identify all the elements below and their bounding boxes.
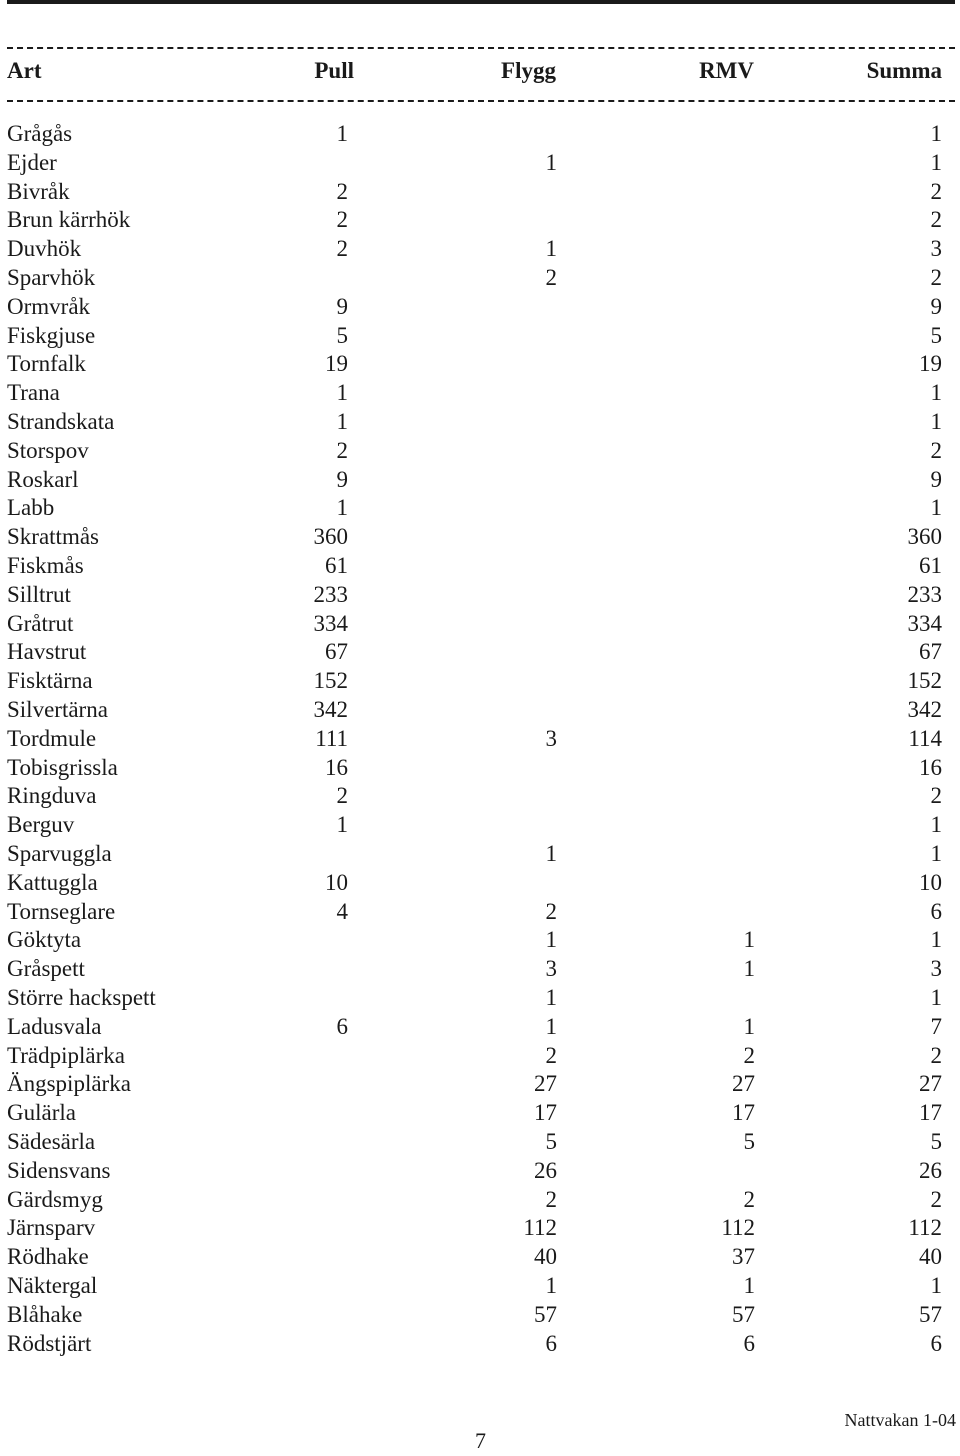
cell-flygg: 1 [545, 1273, 557, 1298]
cell-flygg: 6 [545, 1330, 557, 1356]
cell-summa: 40 [919, 1244, 942, 1270]
table-row [0, 293, 960, 322]
cell-pull: 2 [336, 178, 348, 204]
cell-rmv: 17 [732, 1100, 755, 1126]
cell-flygg: 27 [534, 1071, 557, 1097]
cell-pull: 9 [336, 293, 348, 319]
cell-art: Roskarl [7, 466, 79, 492]
cell-summa: 2 [930, 1186, 942, 1212]
cell-summa: 342 [907, 697, 942, 722]
cell-pull: 9 [336, 466, 348, 492]
cell-art: Rödstjärt [7, 1330, 92, 1356]
cell-art: Storspov [7, 437, 89, 463]
cell-summa: 16 [919, 754, 942, 780]
cell-art: Tobisgrissla [7, 754, 118, 780]
cell-flygg: 1 [545, 1013, 557, 1039]
table-row [0, 437, 960, 466]
cell-flygg: 1 [545, 841, 557, 866]
cell-flygg: 40 [534, 1244, 557, 1270]
top-rule [7, 0, 955, 4]
cell-summa: 1 [930, 927, 942, 953]
cell-summa: 1 [930, 841, 942, 866]
cell-summa: 233 [907, 581, 942, 607]
cell-art: Fisktärna [7, 668, 93, 694]
table-row [0, 667, 960, 696]
cell-art: Silltrut [7, 581, 71, 607]
header-bottom-dashed-rule [7, 100, 955, 102]
cell-pull: 342 [313, 697, 348, 722]
table-row [0, 235, 960, 264]
table-row [0, 926, 960, 955]
table-row [0, 264, 960, 293]
cell-summa: 112 [908, 1215, 942, 1241]
cell-summa: 2 [930, 783, 942, 809]
table-row [0, 1013, 960, 1042]
cell-pull: 233 [313, 581, 348, 607]
cell-pull: 6 [336, 1013, 348, 1039]
cell-flygg: 17 [534, 1100, 557, 1126]
table-row [0, 898, 960, 927]
table-row [0, 840, 960, 869]
table-header [0, 58, 960, 94]
table-row [0, 811, 960, 840]
cell-art: Silvertärna [7, 697, 108, 722]
cell-flygg: 2 [545, 265, 557, 290]
cell-flygg: 1 [545, 236, 557, 262]
cell-flygg: 1 [545, 927, 557, 953]
cell-summa: 7 [930, 1013, 942, 1039]
cell-rmv: 1 [743, 956, 755, 982]
cell-summa: 67 [919, 639, 942, 665]
cell-pull: 1 [336, 495, 348, 521]
cell-summa: 2 [930, 178, 942, 204]
cell-art: Labb [7, 495, 55, 521]
table-row [0, 408, 960, 437]
table-row [0, 466, 960, 495]
cell-art: Tornseglare [7, 898, 116, 924]
table-row [0, 206, 960, 235]
table-row [0, 552, 960, 581]
cell-flygg: 1 [545, 149, 557, 175]
table-row [0, 1243, 960, 1272]
table-row [0, 379, 960, 408]
cell-art: Sparvhök [7, 265, 96, 290]
cell-pull: 2 [336, 437, 348, 463]
cell-art: Ormvråk [7, 293, 91, 319]
cell-flygg: 57 [534, 1301, 557, 1327]
cell-art: Sädesärla [7, 1129, 96, 1154]
header-art: Art [7, 58, 42, 83]
cell-summa: 6 [930, 898, 942, 924]
cell-rmv: 6 [743, 1330, 755, 1356]
cell-art: Näktergal [7, 1273, 98, 1298]
cell-flygg: 3 [545, 956, 557, 982]
table-row [0, 610, 960, 639]
cell-pull: 67 [325, 639, 348, 665]
cell-flygg: 2 [545, 898, 557, 924]
table-row [0, 1214, 960, 1243]
cell-art: Ängspiplärka [7, 1071, 131, 1097]
table-row [0, 984, 960, 1013]
cell-art: Berguv [7, 812, 75, 838]
cell-summa: 2 [930, 437, 942, 463]
cell-rmv: 57 [732, 1301, 755, 1327]
table-row [0, 149, 960, 178]
cell-pull: 61 [325, 553, 348, 578]
cell-art: Tornfalk [7, 351, 86, 377]
header-top-dashed-rule [7, 47, 955, 49]
cell-summa: 19 [919, 351, 942, 377]
cell-flygg: 5 [545, 1129, 557, 1154]
cell-summa: 2 [930, 1042, 942, 1068]
cell-summa: 3 [930, 236, 942, 262]
cell-art: Strandskata [7, 409, 115, 434]
table-row [0, 178, 960, 207]
table-row [0, 869, 960, 898]
cell-art: Gulärla [7, 1100, 76, 1126]
cell-pull: 16 [325, 754, 348, 780]
publication-title: Nattvakan 1-04 [844, 1410, 956, 1430]
cell-summa: 5 [930, 1129, 942, 1154]
table-row [0, 1128, 960, 1157]
header-rmv: RMV [699, 58, 754, 83]
cell-art: Trädpiplärka [7, 1042, 125, 1068]
table-row [0, 494, 960, 523]
cell-art: Tordmule [7, 725, 97, 751]
cell-pull: 4 [336, 898, 348, 924]
cell-summa: 1 [930, 985, 942, 1010]
cell-flygg: 26 [534, 1157, 557, 1183]
header-pull: Pull [314, 58, 354, 83]
cell-summa: 9 [930, 293, 942, 319]
cell-art: Rödhake [7, 1244, 89, 1270]
cell-art: Fiskmås [7, 553, 84, 578]
cell-summa: 2 [930, 265, 942, 290]
cell-pull: 152 [313, 668, 348, 694]
table-row [0, 1301, 960, 1330]
cell-summa: 1 [930, 149, 942, 175]
cell-rmv: 2 [743, 1042, 755, 1068]
cell-summa: 10 [919, 869, 942, 895]
cell-art: Gråspett [7, 956, 85, 982]
cell-rmv: 1 [743, 1273, 755, 1298]
table-row [0, 1157, 960, 1186]
table-row [0, 350, 960, 379]
cell-summa: 27 [919, 1071, 942, 1097]
cell-pull: 334 [313, 610, 348, 636]
cell-summa: 1 [930, 495, 942, 521]
table-row [0, 120, 960, 149]
cell-rmv: 37 [732, 1244, 755, 1270]
cell-summa: 1 [930, 1273, 942, 1298]
header-summa: Summa [866, 58, 942, 83]
table-row [0, 1186, 960, 1215]
cell-pull: 1 [336, 409, 348, 434]
table-row [0, 581, 960, 610]
cell-art: Ejder [7, 149, 57, 175]
cell-art: Trana [7, 380, 60, 406]
cell-summa: 3 [930, 956, 942, 982]
cell-flygg: 2 [545, 1186, 557, 1212]
cell-art: Fiskgjuse [7, 322, 96, 348]
cell-art: Kattuggla [7, 869, 98, 895]
cell-rmv: 112 [721, 1215, 755, 1241]
cell-summa: 6 [930, 1330, 942, 1356]
cell-pull: 19 [325, 351, 348, 377]
cell-art: Järnsparv [7, 1215, 96, 1241]
cell-summa: 1 [930, 380, 942, 406]
cell-summa: 152 [907, 668, 942, 694]
table-row [0, 523, 960, 552]
table-row [0, 1070, 960, 1099]
cell-art: Grågås [7, 121, 73, 146]
cell-flygg: 3 [545, 725, 557, 751]
cell-art: Ringduva [7, 783, 97, 809]
cell-summa: 2 [930, 207, 942, 233]
cell-pull: 111 [315, 725, 348, 751]
cell-art: Skrattmås [7, 524, 99, 550]
cell-art: Gärdsmyg [7, 1186, 103, 1212]
table-row [0, 1330, 960, 1359]
cell-art: Blåhake [7, 1301, 83, 1327]
cell-summa: 1 [930, 409, 942, 434]
cell-art: Gråtrut [7, 610, 74, 636]
cell-summa: 1 [930, 121, 942, 146]
cell-summa: 114 [908, 725, 942, 751]
table-row [0, 1042, 960, 1071]
cell-pull: 5 [336, 322, 348, 348]
cell-summa: 360 [907, 524, 942, 550]
table-row [0, 955, 960, 984]
table-row [0, 725, 960, 754]
cell-summa: 334 [907, 610, 942, 636]
table-row [0, 638, 960, 667]
cell-summa: 1 [930, 812, 942, 838]
cell-art: Större hackspett [7, 985, 156, 1010]
cell-art: Ladusvala [7, 1013, 102, 1039]
cell-pull: 360 [313, 524, 348, 550]
cell-rmv: 1 [743, 927, 755, 953]
cell-rmv: 27 [732, 1071, 755, 1097]
page-number: 7 [475, 1428, 486, 1453]
cell-pull: 1 [336, 380, 348, 406]
table-row [0, 754, 960, 783]
cell-flygg: 112 [523, 1215, 557, 1241]
cell-pull: 10 [325, 869, 348, 895]
cell-flygg: 1 [545, 985, 557, 1010]
cell-art: Bivråk [7, 178, 70, 204]
table-row [0, 782, 960, 811]
header-flygg: Flygg [501, 58, 556, 83]
cell-rmv: 5 [743, 1129, 755, 1154]
cell-art: Brun kärrhök [7, 207, 131, 233]
cell-pull: 2 [336, 207, 348, 233]
table-row [0, 696, 960, 725]
cell-pull: 2 [336, 236, 348, 262]
cell-art: Duvhök [7, 236, 82, 262]
table-row [0, 1272, 960, 1301]
cell-art: Sparvuggla [7, 841, 112, 866]
cell-flygg: 2 [545, 1042, 557, 1068]
cell-art: Göktyta [7, 927, 82, 953]
cell-pull: 1 [336, 121, 348, 146]
cell-rmv: 1 [743, 1013, 755, 1039]
cell-summa: 5 [930, 322, 942, 348]
cell-summa: 57 [919, 1301, 942, 1327]
cell-summa: 17 [919, 1100, 942, 1126]
table-row [0, 322, 960, 351]
cell-pull: 2 [336, 783, 348, 809]
cell-art: Havstrut [7, 639, 87, 665]
cell-art: Sidensvans [7, 1157, 111, 1183]
cell-summa: 9 [930, 466, 942, 492]
cell-pull: 1 [336, 812, 348, 838]
table-row [0, 1099, 960, 1128]
cell-rmv: 2 [743, 1186, 755, 1212]
cell-summa: 26 [919, 1157, 942, 1183]
cell-summa: 61 [919, 553, 942, 578]
